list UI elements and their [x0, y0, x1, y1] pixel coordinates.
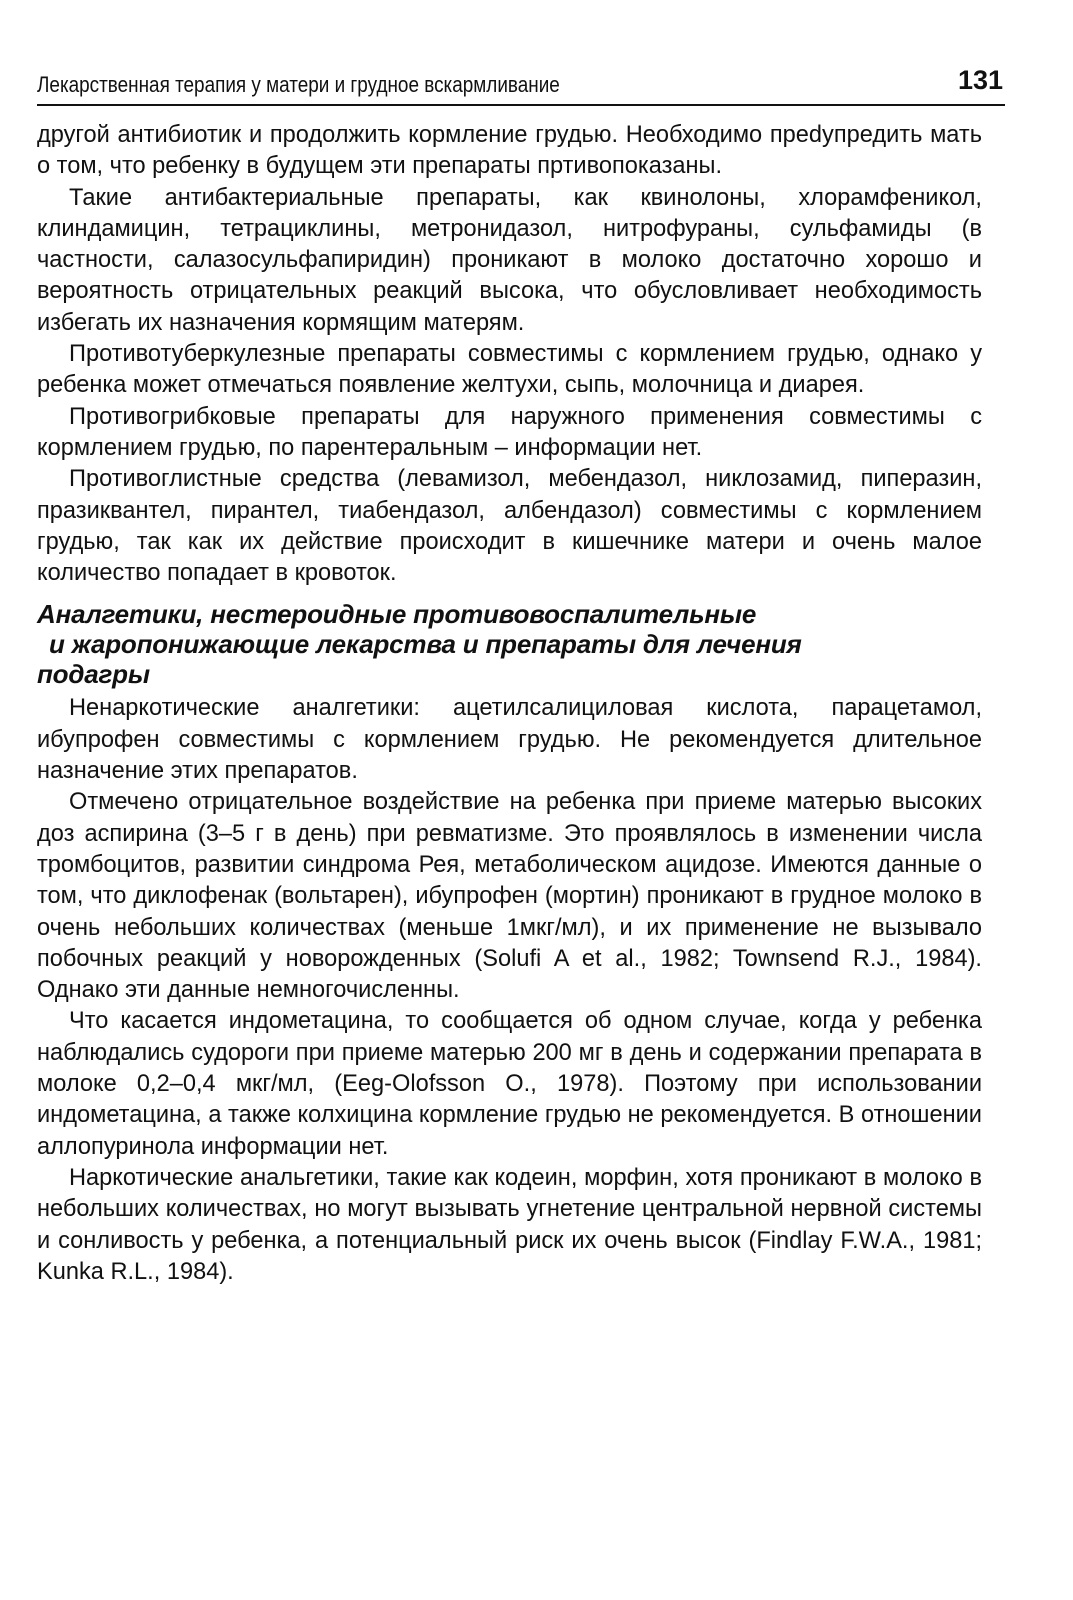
- paragraph-non-narcotic-analgesics: Ненаркотические аналгетики: ацетилсалициловая кислота, парацетамол, ибупрофен совместимы с кормлением грудью. Не рекомендуется длительное назначение этих препаратов.: [37, 695, 982, 785]
- body-text: [37, 120, 982, 1288]
- paragraph-narcotic-analgesics: Наркотические анальгетики, такие как кодеин, морфин, хотя проникают в молоко в небольших количествах, но могут вызывать угнетение центральной нервной системы и сонливость у ребенка, а потенциальный риск их очень высок (Findlay F.W.A., 1981; Kunka R.L., 1984).: [37, 1164, 982, 1285]
- paragraph-antifungal: Противогрибковые препараты для наружного применения совместимы с кормлением грудью, по парентеральным – информации нет.: [37, 403, 982, 461]
- page-number: 131: [957, 65, 1003, 95]
- paragraph-anthelmintic: Противоглистные средства (левамизол, мебендазол, никлозамид, пиперазин, празиквантел, пирантел, тиабендазол, албендазол) совместимы с кормлением грудью, так как их действие происходит в кишечнике матери и очень малое количество попадает в кровоток.: [37, 466, 982, 587]
- paragraph-aspirin-effects: Отмечено отрицательное воздействие на ребенка при приеме матерью высоких доз аспирина (3–5 г в день) при ревматизме. Это проявлялось в изменении числа тромбоцитов, развитии синдрома Рея, метаболическом ацидозе. Имеются данные о том, что диклофенак (вольтарен), ибупрофен (мортин) проникают в грудное молоко в очень небольших количествах (меньше 1мкг/мл), и их применение не вызывало побочных реакций у новорожденных (Solufi A et al., 1982; Townsend R.J., 1984). Однако эти данные немногочисленны.: [37, 789, 982, 1004]
- running-title: Лекарственная терапия у матери и грудное вскармливание: [37, 72, 560, 97]
- section-heading-line: подагры: [37, 659, 150, 690]
- section-heading: [37, 599, 982, 689]
- running-header: [37, 60, 1005, 106]
- section-heading-line: и жаропонижающие лекарства и препараты для лечения: [49, 629, 802, 660]
- paragraph-indomethacin: Что касается индометацина, то сообщается об одном случае, когда у ребенка наблюдались судороги при приеме матерью 200 мг в день и содержании препарата в молоке 0,2–0,4 мкг/мл, (Eeg-Olofsson O., 1978). Поэтому при использовании индометацина, а также колхицина кормление грудью не рекомендуется. В отношении аллопуринола информации нет.: [37, 1008, 982, 1160]
- paragraph-antibacterials: Такие антибактериальные препараты, как квинолоны, хлорамфеникол, клиндамицин, тетрациклины, метронидазол, нитрофураны, сульфамиды (в частности, салазосульфапиридин) проникают в молоко достаточно хорошо и вероятность отрицательных реакций высока, что обусловливает необходимость избегать их назначения кормящим матерям.: [37, 184, 982, 336]
- paragraph-continuation: другой антибиотик и продолжить кормление грудью. Необходимо преdупредить мать о том, что ребенку в будущем эти препараты пртивопоказаны.: [37, 122, 982, 180]
- section-heading-line: Аналгетики, нестероидные противовоспалительные: [37, 599, 757, 630]
- paragraph-antituberculosis: Противотуберкулезные препараты совместимы с кормлением грудью, однако у ребенка может отмечаться появление желтухи, сыпь, молочница и диарея.: [37, 341, 982, 399]
